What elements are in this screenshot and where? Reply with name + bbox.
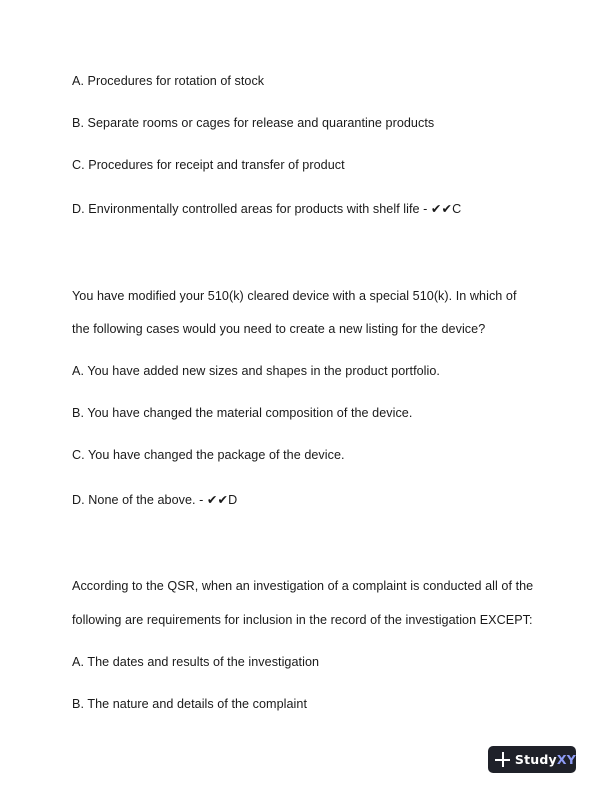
text-line: B. Separate rooms or cages for release and quarantine products: [72, 116, 435, 130]
brand-suffix: XY: [556, 752, 576, 767]
text-line: B. You have changed the material composition of the device.: [72, 406, 413, 420]
text-line: C. You have changed the package of the device.: [72, 448, 345, 462]
text-line: the following cases would you need to create a new listing for the device?: [72, 322, 486, 336]
studyxy-badge[interactable]: [488, 746, 576, 773]
text-line: D. None of the above. - ✔✔D: [72, 493, 238, 507]
text-line: A. Procedures for rotation of stock: [72, 74, 265, 88]
brand-logo: [515, 752, 576, 767]
text-line: D. Environmentally controlled areas for products with shelf life - ✔✔C: [72, 202, 462, 216]
plus-icon: [495, 752, 509, 767]
text-line: You have modified your 510(k) cleared device with a special 510(k). In which of: [72, 289, 517, 303]
text-line: following are requirements for inclusion in the record of the investigation EXCEPT:: [72, 613, 533, 627]
text-line: C. Procedures for receipt and transfer of product: [72, 158, 345, 172]
text-line: B. The nature and details of the complaint: [72, 697, 307, 711]
text-line: A. The dates and results of the investigation: [72, 655, 320, 669]
text-line: A. You have added new sizes and shapes in the product portfolio.: [72, 364, 440, 378]
text-line: According to the QSR, when an investigation of a complaint is conducted all of the: [72, 579, 534, 593]
brand-prefix: Study: [514, 752, 557, 767]
